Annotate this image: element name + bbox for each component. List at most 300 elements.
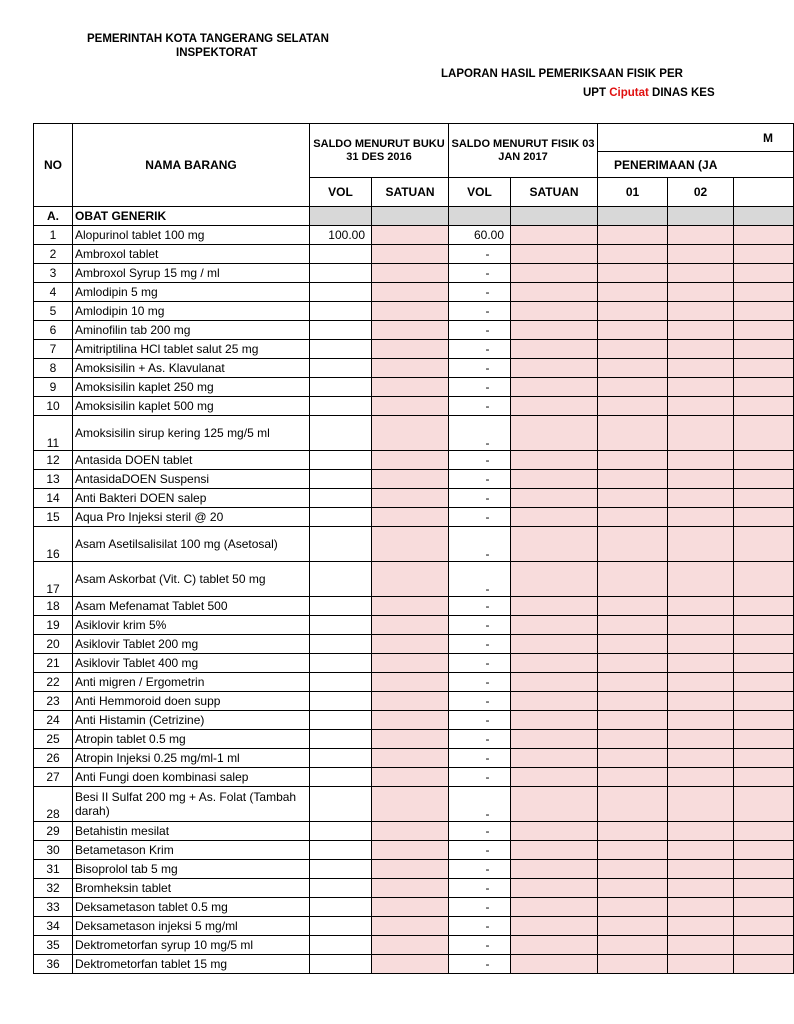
buku-satuan [372, 378, 449, 397]
table-row [34, 451, 794, 470]
fisik-satuan [511, 245, 598, 264]
penerimaan-01 [598, 489, 668, 508]
penerimaan-03 [734, 768, 794, 787]
fisik-vol: - [449, 245, 511, 264]
penerimaan-03 [734, 917, 794, 936]
table-row [34, 879, 794, 898]
item-name: Aqua Pro Injeksi steril @ 20 [73, 508, 310, 527]
penerimaan-01 [598, 787, 668, 822]
penerimaan-01 [598, 451, 668, 470]
item-name: Dektrometorfan syrup 10 mg/5 ml [73, 936, 310, 955]
penerimaan-03 [734, 416, 794, 451]
row-number: 16 [34, 527, 73, 562]
penerimaan-03 [734, 264, 794, 283]
table-row [34, 264, 794, 283]
table-row [34, 692, 794, 711]
fisik-vol: - [449, 692, 511, 711]
penerimaan-01 [598, 397, 668, 416]
penerimaan-03 [734, 654, 794, 673]
section-code: A. [34, 207, 73, 226]
item-name: Bisoprolol tab 5 mg [73, 860, 310, 879]
penerimaan-03 [734, 860, 794, 879]
item-name: Amitriptilina HCl tablet salut 25 mg [73, 340, 310, 359]
buku-satuan [372, 416, 449, 451]
item-name: Ambroxol tablet [73, 245, 310, 264]
fisik-vol: - [449, 841, 511, 860]
col-header-day-03 [734, 178, 794, 207]
buku-vol: 100.00 [310, 226, 372, 245]
fisik-vol: - [449, 635, 511, 654]
buku-vol [310, 749, 372, 768]
fisik-vol: - [449, 321, 511, 340]
col-header-fisik-satuan: SATUAN [511, 178, 598, 207]
row-number: 36 [34, 955, 73, 974]
buku-vol [310, 527, 372, 562]
row-number: 31 [34, 860, 73, 879]
penerimaan-02 [668, 616, 734, 635]
fisik-vol: - [449, 616, 511, 635]
fisik-satuan [511, 936, 598, 955]
cell [372, 207, 449, 226]
fisik-satuan [511, 730, 598, 749]
buku-vol [310, 562, 372, 597]
penerimaan-03 [734, 527, 794, 562]
buku-vol [310, 654, 372, 673]
fisik-satuan [511, 283, 598, 302]
buku-satuan [372, 879, 449, 898]
penerimaan-01 [598, 562, 668, 597]
penerimaan-01 [598, 597, 668, 616]
penerimaan-01 [598, 264, 668, 283]
penerimaan-03 [734, 283, 794, 302]
penerimaan-01 [598, 936, 668, 955]
fisik-satuan [511, 860, 598, 879]
penerimaan-02 [668, 635, 734, 654]
table-row [34, 508, 794, 527]
row-number: 4 [34, 283, 73, 302]
fisik-satuan [511, 226, 598, 245]
fisik-vol: - [449, 860, 511, 879]
buku-vol [310, 673, 372, 692]
table-row [34, 841, 794, 860]
table-row [34, 245, 794, 264]
item-name: Anti Fungi doen kombinasi salep [73, 768, 310, 787]
col-header-mutasi: M [598, 124, 794, 152]
fisik-satuan [511, 470, 598, 489]
penerimaan-02 [668, 860, 734, 879]
penerimaan-01 [598, 226, 668, 245]
fisik-vol: - [449, 340, 511, 359]
col-header-fisik-vol: VOL [449, 178, 511, 207]
item-name: Alopurinol tablet 100 mg [73, 226, 310, 245]
item-name: Amoksisilin kaplet 250 mg [73, 378, 310, 397]
penerimaan-02 [668, 470, 734, 489]
row-number: 7 [34, 340, 73, 359]
fisik-satuan [511, 879, 598, 898]
buku-vol [310, 416, 372, 451]
col-header-saldo-fisik: SALDO MENURUT FISIK 03 JAN 2017 [449, 124, 598, 178]
row-number: 26 [34, 749, 73, 768]
penerimaan-02 [668, 562, 734, 597]
penerimaan-02 [668, 264, 734, 283]
buku-vol [310, 711, 372, 730]
buku-vol [310, 768, 372, 787]
row-number: 6 [34, 321, 73, 340]
row-number: 20 [34, 635, 73, 654]
buku-satuan [372, 822, 449, 841]
report-title: LAPORAN HASIL PEMERIKSAAN FISIK PER [441, 68, 683, 80]
penerimaan-02 [668, 673, 734, 692]
table-row [34, 822, 794, 841]
penerimaan-02 [668, 359, 734, 378]
item-name: Asiklovir krim 5% [73, 616, 310, 635]
buku-satuan [372, 321, 449, 340]
col-header-day-01: 01 [598, 178, 668, 207]
row-number: 24 [34, 711, 73, 730]
row-number: 12 [34, 451, 73, 470]
penerimaan-03 [734, 508, 794, 527]
table-row [34, 768, 794, 787]
penerimaan-01 [598, 749, 668, 768]
subtitle-prefix: UPT [583, 87, 610, 99]
penerimaan-01 [598, 841, 668, 860]
buku-vol [310, 955, 372, 974]
buku-satuan [372, 749, 449, 768]
table-row [34, 673, 794, 692]
penerimaan-02 [668, 879, 734, 898]
row-number: 29 [34, 822, 73, 841]
item-name: Atropin tablet 0.5 mg [73, 730, 310, 749]
table-row [34, 936, 794, 955]
fisik-vol: - [449, 730, 511, 749]
fisik-vol: - [449, 787, 511, 822]
item-name: Antasida DOEN tablet [73, 451, 310, 470]
row-number: 14 [34, 489, 73, 508]
penerimaan-02 [668, 787, 734, 822]
row-number: 10 [34, 397, 73, 416]
table-row [34, 283, 794, 302]
buku-satuan [372, 527, 449, 562]
item-name: Amoksisilin + As. Klavulanat [73, 359, 310, 378]
buku-vol [310, 597, 372, 616]
penerimaan-02 [668, 936, 734, 955]
buku-vol [310, 879, 372, 898]
item-name: Asam Mefenamat Tablet 500 [73, 597, 310, 616]
penerimaan-03 [734, 245, 794, 264]
fisik-vol: - [449, 527, 511, 562]
buku-satuan [372, 562, 449, 597]
penerimaan-03 [734, 397, 794, 416]
penerimaan-01 [598, 340, 668, 359]
row-number: 11 [34, 416, 73, 451]
row-number: 9 [34, 378, 73, 397]
fisik-satuan [511, 692, 598, 711]
item-name: Amoksisilin kaplet 500 mg [73, 397, 310, 416]
fisik-satuan [511, 654, 598, 673]
row-number: 21 [34, 654, 73, 673]
penerimaan-01 [598, 302, 668, 321]
fisik-vol: - [449, 917, 511, 936]
col-header-day-02: 02 [668, 178, 734, 207]
fisik-satuan [511, 841, 598, 860]
penerimaan-01 [598, 321, 668, 340]
penerimaan-01 [598, 616, 668, 635]
fisik-satuan [511, 917, 598, 936]
penerimaan-01 [598, 917, 668, 936]
buku-satuan [372, 692, 449, 711]
penerimaan-01 [598, 470, 668, 489]
table-row [34, 359, 794, 378]
fisik-satuan [511, 527, 598, 562]
table-row [34, 226, 794, 245]
penerimaan-03 [734, 879, 794, 898]
table-row [34, 321, 794, 340]
row-number: 28 [34, 787, 73, 822]
fisik-vol: - [449, 955, 511, 974]
buku-vol [310, 822, 372, 841]
row-number: 15 [34, 508, 73, 527]
penerimaan-02 [668, 283, 734, 302]
penerimaan-02 [668, 692, 734, 711]
buku-satuan [372, 936, 449, 955]
penerimaan-03 [734, 470, 794, 489]
fisik-satuan [511, 451, 598, 470]
fisik-vol: - [449, 508, 511, 527]
row-number: 30 [34, 841, 73, 860]
buku-satuan [372, 841, 449, 860]
table-row [34, 654, 794, 673]
table-row [34, 378, 794, 397]
buku-satuan [372, 489, 449, 508]
penerimaan-03 [734, 321, 794, 340]
buku-vol [310, 898, 372, 917]
penerimaan-01 [598, 955, 668, 974]
fisik-vol: - [449, 936, 511, 955]
report-subtitle [583, 87, 715, 99]
penerimaan-03 [734, 787, 794, 822]
penerimaan-03 [734, 673, 794, 692]
penerimaan-03 [734, 955, 794, 974]
fisik-satuan [511, 898, 598, 917]
penerimaan-02 [668, 397, 734, 416]
fisik-vol: - [449, 822, 511, 841]
penerimaan-01 [598, 711, 668, 730]
item-name: Aminofilin tab 200 mg [73, 321, 310, 340]
buku-satuan [372, 860, 449, 879]
buku-vol [310, 692, 372, 711]
penerimaan-03 [734, 711, 794, 730]
fisik-vol: - [449, 489, 511, 508]
col-header-buku-vol: VOL [310, 178, 372, 207]
penerimaan-01 [598, 359, 668, 378]
penerimaan-03 [734, 597, 794, 616]
penerimaan-01 [598, 692, 668, 711]
buku-vol [310, 787, 372, 822]
penerimaan-01 [598, 860, 668, 879]
item-name: Betametason Krim [73, 841, 310, 860]
item-name: Anti Bakteri DOEN salep [73, 489, 310, 508]
fisik-satuan [511, 378, 598, 397]
penerimaan-02 [668, 711, 734, 730]
penerimaan-02 [668, 768, 734, 787]
fisik-satuan [511, 616, 598, 635]
item-name: Anti Histamin (Cetrizine) [73, 711, 310, 730]
penerimaan-01 [598, 416, 668, 451]
penerimaan-01 [598, 508, 668, 527]
row-number: 23 [34, 692, 73, 711]
buku-vol [310, 359, 372, 378]
cell [511, 207, 598, 226]
row-number: 5 [34, 302, 73, 321]
penerimaan-01 [598, 378, 668, 397]
penerimaan-02 [668, 451, 734, 470]
table-row [34, 787, 794, 822]
row-number: 8 [34, 359, 73, 378]
penerimaan-03 [734, 340, 794, 359]
section-label: OBAT GENERIK [73, 207, 310, 226]
fisik-satuan [511, 787, 598, 822]
penerimaan-03 [734, 749, 794, 768]
fisik-satuan [511, 711, 598, 730]
buku-vol [310, 730, 372, 749]
item-name: Asam Asetilsalisilat 100 mg (Asetosal) [73, 527, 310, 562]
fisik-satuan [511, 749, 598, 768]
row-number: 32 [34, 879, 73, 898]
org-name: PEMERINTAH KOTA TANGERANG SELATAN [87, 33, 329, 45]
item-name: Ambroxol Syrup 15 mg / ml [73, 264, 310, 283]
buku-vol [310, 302, 372, 321]
row-number: 2 [34, 245, 73, 264]
fisik-vol: - [449, 768, 511, 787]
item-name: Anti Hemmoroid doen supp [73, 692, 310, 711]
row-number: 27 [34, 768, 73, 787]
item-name: Dektrometorfan tablet 15 mg [73, 955, 310, 974]
fisik-vol: - [449, 470, 511, 489]
fisik-satuan [511, 321, 598, 340]
row-number: 34 [34, 917, 73, 936]
row-number: 17 [34, 562, 73, 597]
penerimaan-03 [734, 616, 794, 635]
table-row [34, 917, 794, 936]
penerimaan-02 [668, 597, 734, 616]
buku-satuan [372, 245, 449, 264]
fisik-vol: - [449, 673, 511, 692]
fisik-satuan [511, 264, 598, 283]
buku-satuan [372, 917, 449, 936]
fisik-vol: - [449, 378, 511, 397]
fisik-satuan [511, 489, 598, 508]
buku-satuan [372, 397, 449, 416]
table-row [34, 898, 794, 917]
fisik-satuan [511, 768, 598, 787]
table-row [34, 749, 794, 768]
penerimaan-01 [598, 768, 668, 787]
penerimaan-02 [668, 730, 734, 749]
fisik-vol: - [449, 397, 511, 416]
buku-vol [310, 917, 372, 936]
fisik-vol: - [449, 359, 511, 378]
buku-satuan [372, 451, 449, 470]
inventory-table [33, 123, 794, 974]
buku-satuan [372, 508, 449, 527]
buku-satuan [372, 635, 449, 654]
penerimaan-03 [734, 898, 794, 917]
buku-vol [310, 321, 372, 340]
section-row [34, 207, 794, 226]
subtitle-suffix: DINAS KES [648, 87, 715, 99]
table-row [34, 489, 794, 508]
penerimaan-01 [598, 822, 668, 841]
buku-vol [310, 264, 372, 283]
fisik-vol: - [449, 451, 511, 470]
fisik-satuan [511, 822, 598, 841]
fisik-vol: - [449, 562, 511, 597]
penerimaan-01 [598, 879, 668, 898]
fisik-vol: - [449, 711, 511, 730]
col-header-no: NO [34, 124, 73, 207]
item-name: Deksametason injeksi 5 mg/ml [73, 917, 310, 936]
buku-satuan [372, 264, 449, 283]
penerimaan-01 [598, 283, 668, 302]
fisik-vol: - [449, 654, 511, 673]
fisik-vol: - [449, 283, 511, 302]
penerimaan-02 [668, 416, 734, 451]
col-header-buku-satuan: SATUAN [372, 178, 449, 207]
fisik-satuan [511, 597, 598, 616]
item-name: Asam Askorbat (Vit. C) tablet 50 mg [73, 562, 310, 597]
fisik-satuan [511, 562, 598, 597]
row-number: 3 [34, 264, 73, 283]
fisik-satuan [511, 955, 598, 974]
fisik-satuan [511, 359, 598, 378]
penerimaan-02 [668, 898, 734, 917]
penerimaan-03 [734, 692, 794, 711]
buku-satuan [372, 226, 449, 245]
penerimaan-02 [668, 378, 734, 397]
penerimaan-03 [734, 359, 794, 378]
fisik-satuan [511, 416, 598, 451]
buku-satuan [372, 470, 449, 489]
penerimaan-01 [598, 635, 668, 654]
item-name: Asiklovir Tablet 400 mg [73, 654, 310, 673]
table-row [34, 730, 794, 749]
penerimaan-02 [668, 527, 734, 562]
penerimaan-01 [598, 527, 668, 562]
item-name: Bromheksin tablet [73, 879, 310, 898]
penerimaan-01 [598, 245, 668, 264]
col-header-penerimaan: PENERIMAAN (JA [598, 152, 794, 178]
penerimaan-03 [734, 226, 794, 245]
penerimaan-03 [734, 936, 794, 955]
penerimaan-02 [668, 508, 734, 527]
buku-vol [310, 489, 372, 508]
penerimaan-02 [668, 822, 734, 841]
penerimaan-02 [668, 955, 734, 974]
table-row [34, 527, 794, 562]
item-name: AntasidaDOEN Suspensi [73, 470, 310, 489]
row-number: 18 [34, 597, 73, 616]
buku-satuan [372, 673, 449, 692]
penerimaan-01 [598, 898, 668, 917]
fisik-satuan [511, 635, 598, 654]
table-row [34, 416, 794, 451]
penerimaan-03 [734, 451, 794, 470]
item-name: Amoksisilin sirup kering 125 mg/5 ml [73, 416, 310, 451]
cell [668, 207, 734, 226]
penerimaan-02 [668, 654, 734, 673]
row-number: 1 [34, 226, 73, 245]
penerimaan-02 [668, 749, 734, 768]
